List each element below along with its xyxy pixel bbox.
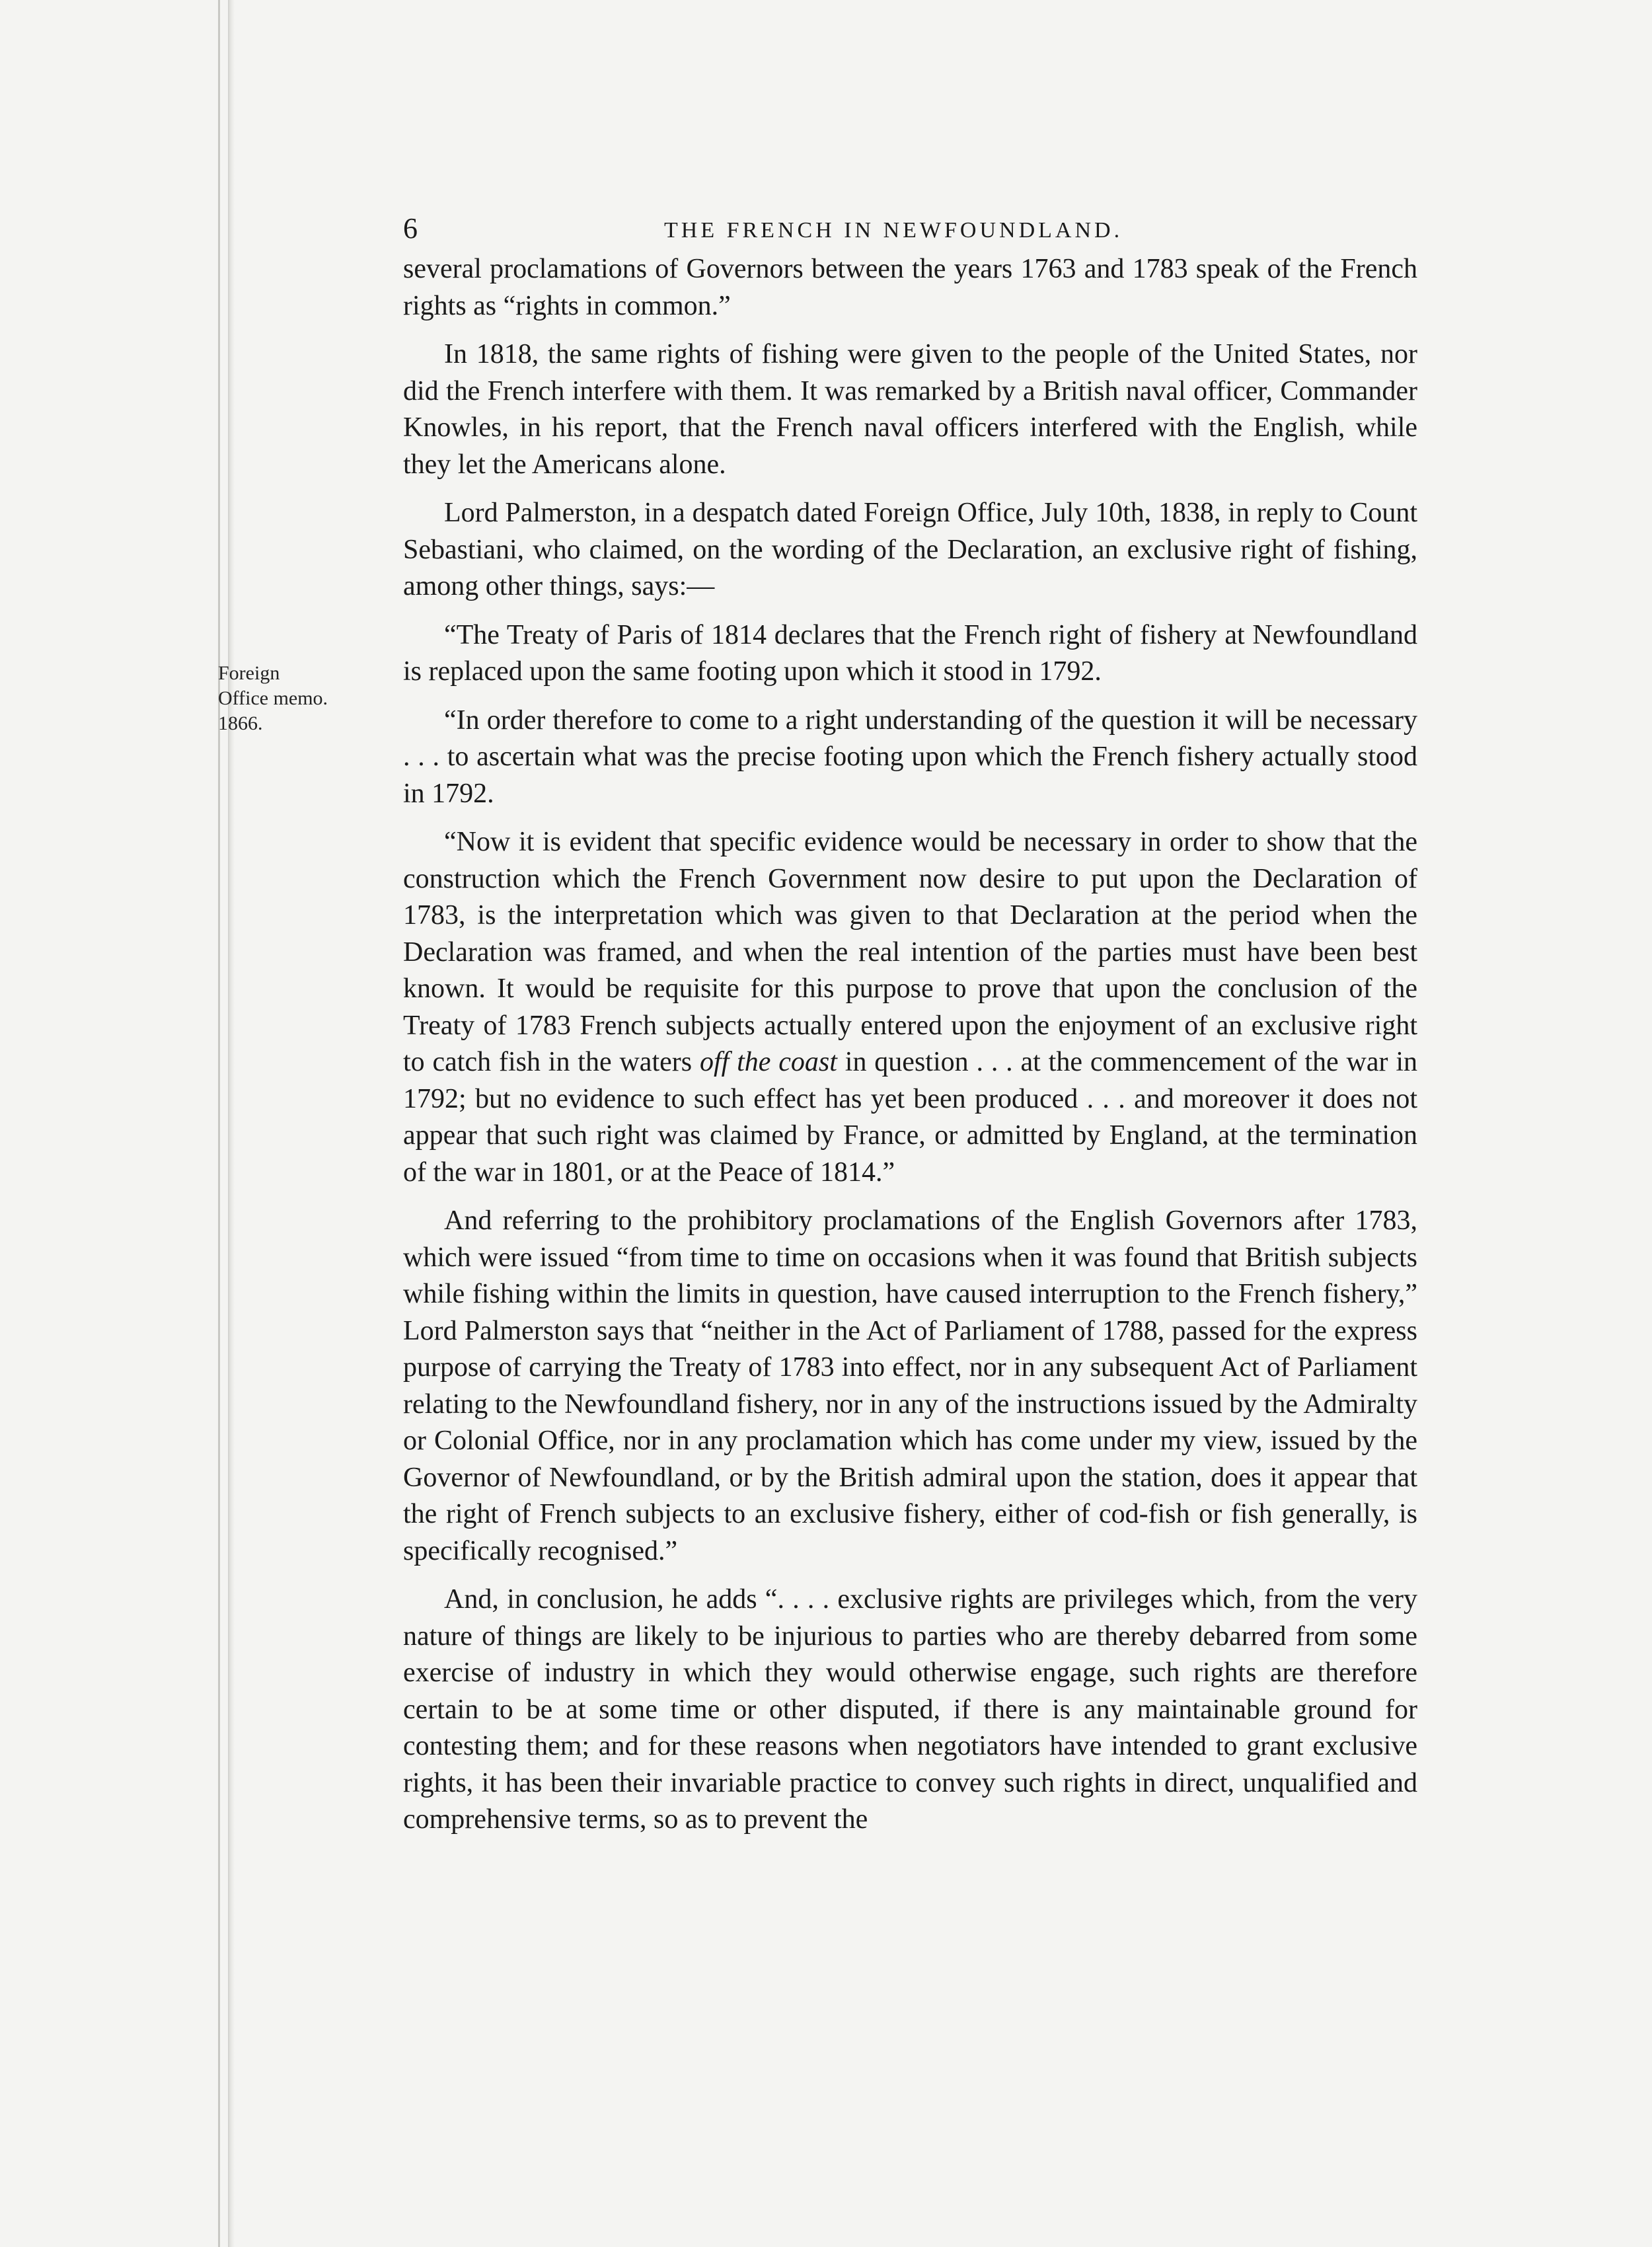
- running-head: [403, 198, 1417, 251]
- margin-note-line-3: 1866.: [218, 712, 263, 734]
- scan-page-edge: [228, 0, 235, 2247]
- paragraph-1: several proclamations of Governors between the years 1763 and 1783 speak of the French rights as “rights in common.”: [403, 254, 1417, 321]
- paragraph-7: And referring to the prohibitory proclamations of the English Governors after 1783, which were issued “from time to time on occasions when it was found that British subjects while fishing within the limits in question, have caused interruption to the French fishery,” Lord Palmerston says that “neither in the Act of Parliament of 1788, passed for the express purpose of carrying the Treaty of 1783 into effect, nor in any subsequent Act of Parliament relating to the Newfoundland fishery, nor in any of the instructions issued by the Admiralty or Colonial Office, nor in any proclamation which has come under my view, issued by the Governor of Newfoundland, or by the British admiral upon the station, does it appear that the right of French subjects to an exclusive fishery, either of cod-fish or fish generally, is specifically recognised.”: [403, 1205, 1417, 1566]
- scan-binding-line: [218, 0, 220, 2247]
- paragraph-6: [403, 824, 1417, 1191]
- margin-note-line-1: Foreign: [218, 662, 280, 684]
- paragraph-3: Lord Palmerston, in a despatch dated Foreign Office, July 10th, 1838, in reply to Count Sebastiani, who claimed, on the wording of the Declaration, an exclusive right of fishing, among other things, says:—: [403, 498, 1417, 601]
- paragraph-5: “In order therefore to come to a right understanding of the question it will be necessary . . . to ascertain what was the precise footing upon which the French fishery actually stood in 1792.: [403, 705, 1417, 809]
- paragraph-6-text: “Now it is evident that specific evidence would be necessary in order to show that the construction which the French Government now desire to put upon the Declaration of 1783, is the interpretation which was given to that Declaration at the period when the Declaration was framed, and when the real intention of the parties must have been best known. It would be requisite for this purpose to prove that upon the conclusion of the Treaty of 1783 French subjects actually entered upon the enjoyment of an exclusive right to catch fish in the waters: [403, 827, 1417, 1077]
- margin-note: [218, 661, 396, 736]
- paragraph-6-tail: in question . . . at the commencement of the war in 1792; but no evidence to such effect has yet been produced . . . and moreover it does not appear that such right was claimed by France, or admitted by England, at the termination of the war in 1801, or at the Peace of 1814.”: [403, 1047, 1418, 1188]
- paragraph-4: “The Treaty of Paris of 1814 declares that the French right of fishery at Newfoundland is replaced upon the same footing upon which it stood in 1792.: [403, 619, 1417, 687]
- book-page: [403, 198, 1417, 1850]
- paragraph-2: In 1818, the same rights of fishing were given to the people of the United States, nor did the French interfere with them. It was remarked by a British naval officer, Commander Knowles, in his report, that the French naval officers interfered with the English, while they let the Americans alone.: [403, 339, 1417, 480]
- paragraph-8: And, in conclusion, he adds “. . . . exclusive rights are privileges which, from the very nature of things are likely to be injurious to parties who are thereby debarred from some exercise of industry in which they would otherwise engage, such rights are therefore certain to be at some time or other disputed, if there is any maintainable ground for contesting them; and for these reasons when negotiators have intended to grant exclusive rights, it has been their invariable practice to convey such rights in direct, unqualified and comprehensive terms, so as to prevent the: [403, 1584, 1417, 1835]
- paragraph-6-italic: off the coast: [699, 1047, 837, 1077]
- page-number: 6: [403, 212, 418, 245]
- margin-note-line-2: Office memo.: [218, 687, 328, 709]
- running-title: THE FRENCH IN NEWFOUNDLAND.: [664, 218, 1123, 243]
